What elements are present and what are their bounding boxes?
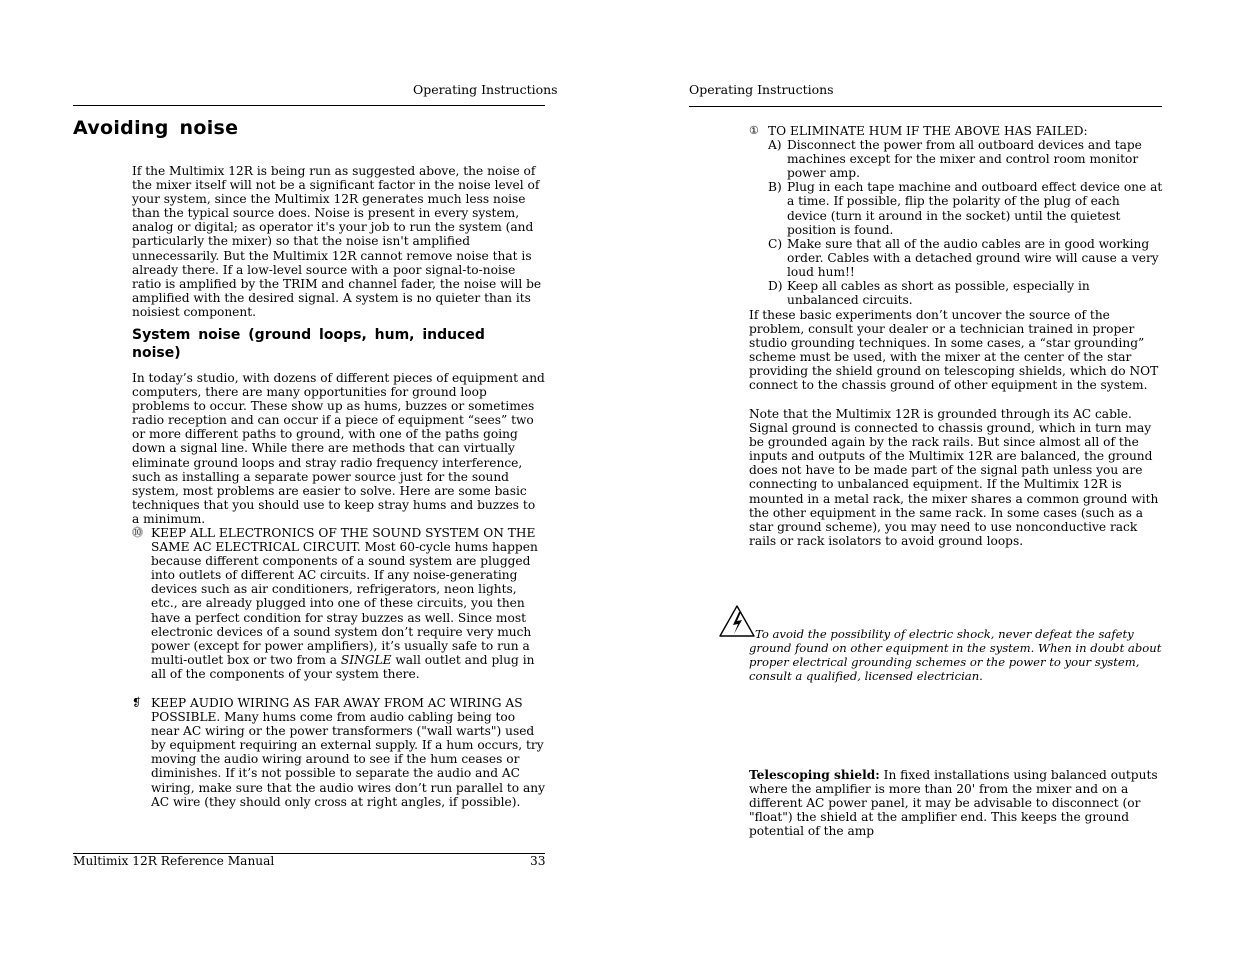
hum-heading: TO ELIMINATE HUM IF THE ABOVE HAS FAILED:	[768, 124, 1088, 138]
ac-ground-paragraph: Note that the Multimix 12R is grounded through its AC cable. Signal ground is connected to chassis ground, which in turn may be grounded again by the rack rails. But since almost all of the inputs and outputs of the Multimix 12R are balanced, the ground does not have to be made part of the signal path unless you are connecting to unbalanced equipment. If the Multimix 12R is mounted in a metal rack, the mixer shares a common ground with the other equipment in the same rack. In some cases (such as a star ground scheme), you may need to use nonconductive rack rails or rack isolators to avoid ground loops.	[749, 407, 1159, 548]
right-header: Operating Instructions	[689, 82, 834, 97]
hum-eliminate-block	[749, 124, 1163, 307]
telescoping-label: Telescoping shield:	[749, 768, 880, 782]
intro-paragraph: If the Multimix 12R is being run as suggested above, the noise of the mixer itself will not be a significant factor in the noise level of your system, since the Multimix 12R generates much less noise than the typical source does. Noise is present in every system, analog or digital; as operator it's your job to run the system (and particularly the mixer) so that the noise isn't amplified unnecessarily. But the Multimix 12R cannot remove noise that is already there. If a low-level source with a poor signal-to-noise ratio is amplified by the TRIM and channel fader, the noise will be amplified with the desired signal. A system is no quieter than its noisiest component.	[132, 164, 542, 319]
section-paragraph: In today’s studio, with dozens of different pieces of equipment and computers, there are many opportunities for ground loop problems to occur. These show up as hums, buzzes or sometimes radio reception and can occur if a piece of equipment “sees” two or more different paths to ground, with one of the paths going down a signal line. While there are methods that can virtually eliminate ground loops and stray radio frequency interference, such as installing a separate power source just for the sound system, most problems are easier to solve. Here are some basic techniques that you should use to keep stray hums and buzzes to a minimum.	[132, 371, 545, 526]
step-a: A) Disconnect the power from all outboard devices and tape machines except for the mixer and control room monitor power amp.	[768, 138, 1142, 181]
bullet-1-text: KEEP ALL ELECTRONICS OF THE SOUND SYSTEM ON THE SAME AC ELECTRICAL CIRCUIT. Most 60-cycle hums happen because different components of a sound system are plugged into outlets of different AC circuits. If any noise-generating devices such as air conditioners, refrigerators, neon lights, etc., are already plugged into one of these circuits, you then have a perfect condition for stray buzzes as well. Since most electronic devices of a sound system don’t require very much power (except for power amplifiers), it’s usually safe to run a multi-outlet box or two from a SINGLE wall outlet and plug in all of the components of your system there.	[151, 526, 538, 681]
page-number: 33	[530, 854, 546, 868]
grounding-paragraph: If these basic experiments don’t uncover the source of the problem, consult your dealer or a technician trained in proper studio grounding techniques. In some cases, a “star grounding” scheme must be used, with the mixer at the center of the star providing the shield ground on telescoping shields, which do NOT connect to the chassis ground of other equipment in the system.	[749, 308, 1159, 393]
page-title: Avoiding noise	[73, 117, 239, 139]
item-3-icon: ①	[749, 124, 759, 137]
bullet-2-text: KEEP AUDIO WIRING AS FAR AWAY FROM AC WIRING AS POSSIBLE. Many hums come from audio cabling being too near AC wiring or the power transformers ("wall warts") used by equipment requiring an external supply. If a hum occurs, try moving the audio wiring around to see if the hum ceases or diminishes. If it’s not possible to separate the audio and AC wiring, make sure that the audio wires don’t run parallel to any AC wire (they should only cross at right angles, if possible).	[151, 696, 545, 809]
left-header-rule	[73, 105, 545, 106]
bullet-2-icon: ❡	[132, 696, 142, 709]
telescoping-paragraph: Telescoping shield: In fixed installations using balanced outputs where the amplifier is more than 20' from the mixer and on a different AC power panel, it may be advisable to disconnect (or "float") the shield at the amplifier end. This keeps the ground potential of the amp	[749, 768, 1158, 839]
bullet-1-icon: ⓾	[132, 526, 143, 539]
warning-text: To avoid the possibility of electric shock, never defeat the safety ground found on other equipment in the system. When in doubt about proper electrical grounding schemes or the power to your system, consult a qualified, licensed electrician.	[749, 627, 1162, 684]
step-c: C) Make sure that all of the audio cables are in good working order. Cables with a detached ground wire will cause a very loud hum!!	[768, 236, 1159, 279]
right-header-rule	[689, 106, 1162, 107]
step-d: D) Keep all cables as short as possible, especially in unbalanced circuits.	[768, 279, 1090, 308]
left-header: Operating Instructions	[413, 82, 558, 97]
section-subheading: System noise (ground loops, hum, induced noise)	[132, 327, 485, 361]
step-b: B) Plug in each tape machine and outboard effect device one at a time. If possible, flip the polarity of the plug of each device (turn it around in the socket) until the quietest position is found.	[768, 180, 1163, 237]
footer-title: Multimix 12R Reference Manual	[73, 854, 275, 868]
